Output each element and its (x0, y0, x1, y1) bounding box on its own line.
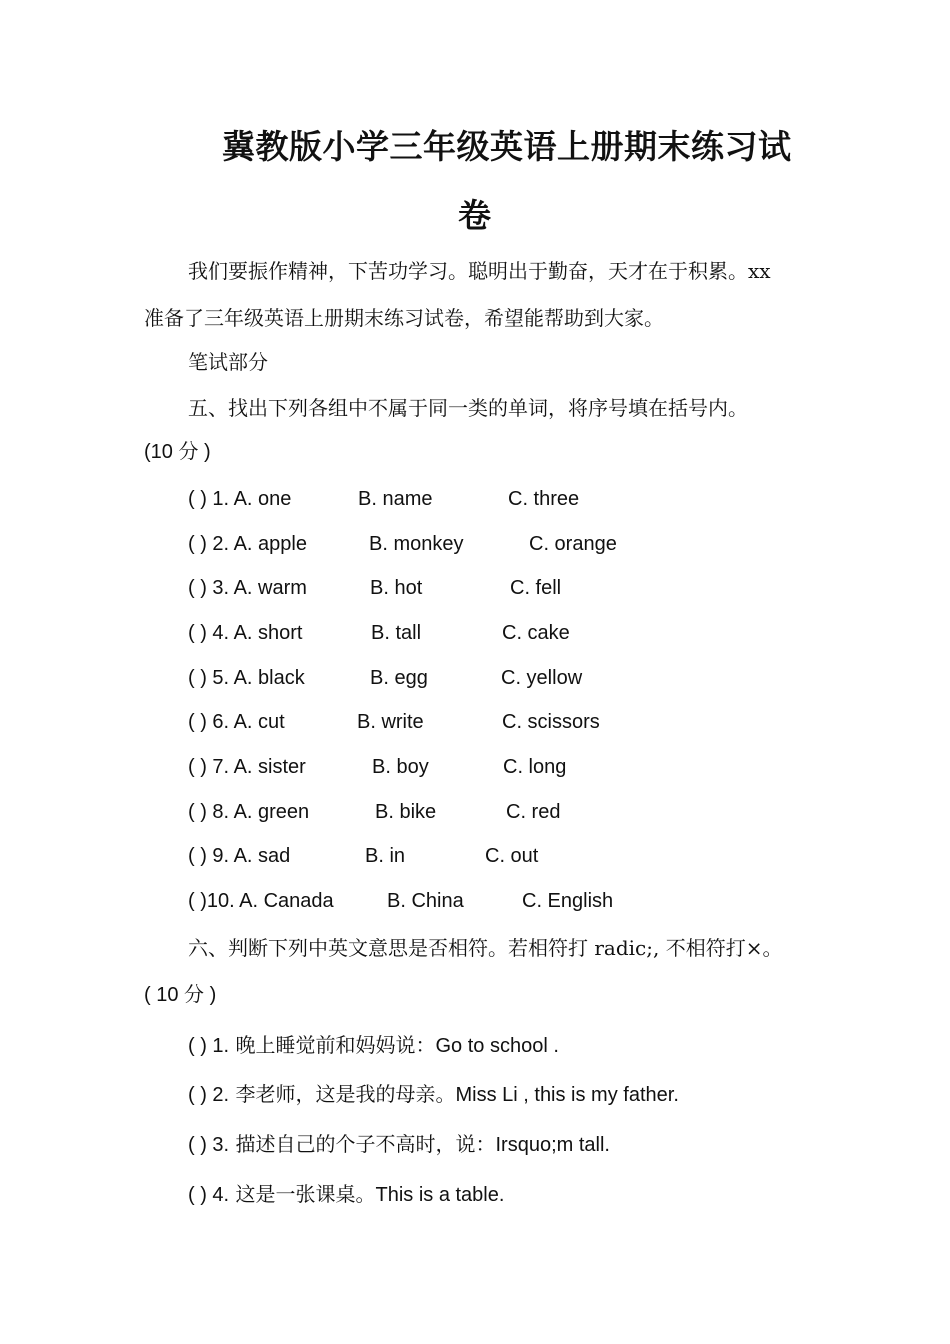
question-2-option-b: B. monkey (369, 533, 464, 555)
question-row-5 (188, 665, 748, 691)
question-10-option-b: B. China (387, 890, 464, 912)
question-row-6 (188, 709, 748, 735)
part6-score: ( 10 分 ) (144, 984, 217, 1006)
question-row-9 (188, 843, 748, 869)
judge-4-chinese: 这是一张课桌。 (229, 1182, 376, 1206)
question-7-option-c: C. long (503, 756, 567, 778)
question-1-option-c: C. three (508, 488, 580, 510)
question-row-8 (188, 799, 748, 825)
judge-2-prefix: ( ) 2. (188, 1084, 230, 1106)
question-1-option-b: B. name (358, 488, 433, 510)
judge-1-prefix: ( ) 1. (188, 1035, 230, 1057)
judge-2-english: Miss Li , this is my father. (455, 1084, 679, 1106)
question-4-option-a: ( ) 4. A. short (188, 622, 303, 644)
part5-score: (10 分 ) (144, 441, 211, 463)
question-5-option-a: ( ) 5. A. black (188, 667, 305, 689)
document-title-line-2: 卷 (458, 196, 492, 235)
question-row-10 (188, 888, 748, 914)
question-row-7 (188, 754, 748, 780)
question-3-option-c: C. fell (510, 577, 562, 599)
judge-row-3 (188, 1131, 610, 1158)
judge-4-english: This is a table. (375, 1184, 505, 1206)
judge-row-4 (188, 1181, 504, 1208)
question-row-4 (188, 620, 748, 646)
section-written-heading: 笔试部分 (188, 350, 268, 374)
question-7-option-a: ( ) 7. A. sister (188, 756, 306, 778)
question-2-option-a: ( ) 2. A. apple (188, 533, 307, 555)
question-4-option-c: C. cake (502, 622, 570, 644)
judge-3-prefix: ( ) 3. (188, 1134, 230, 1156)
question-row-1 (188, 486, 748, 512)
intro-line-1: 我们要振作精神，下苦功学习。聪明出于勤奋，天才在于积累。xx (188, 259, 771, 283)
question-10-option-c: C. English (522, 890, 614, 912)
question-8-option-c: C. red (506, 801, 561, 823)
judge-row-2 (188, 1081, 679, 1108)
part5-heading: 五、找出下列各组中不属于同一类的单词，将序号填在括号内。 (188, 396, 748, 420)
question-10-option-a: ( )10. A. Canada (188, 890, 334, 912)
question-row-3 (188, 575, 748, 601)
question-6-option-b: B. write (357, 711, 424, 733)
judge-3-english: Irsquo;m tall. (495, 1134, 610, 1156)
judge-1-english: Go to school . (435, 1035, 559, 1057)
question-row-2 (188, 531, 748, 557)
judge-2-chinese: 李老师，这是我的母亲。 (229, 1082, 456, 1106)
question-5-option-b: B. egg (370, 667, 428, 689)
document-title-line-1: 冀教版小学三年级英语上册期末练习试 (222, 127, 792, 166)
question-7-option-b: B. boy (372, 756, 429, 778)
part6-heading: 六、判断下列中英文意思是否相符。若相符打 radic;, 不相符打×。 (188, 936, 783, 960)
question-1-option-a: ( ) 1. A. one (188, 488, 292, 510)
judge-1-chinese: 晚上睡觉前和妈妈说： (229, 1033, 436, 1057)
question-9-option-b: B. in (365, 845, 406, 867)
question-9-option-c: C. out (485, 845, 539, 867)
judge-3-chinese: 描述自己的个子不高时，说： (229, 1132, 496, 1156)
question-6-option-a: ( ) 6. A. cut (188, 711, 285, 733)
question-9-option-a: ( ) 9. A. sad (188, 845, 291, 867)
question-3-option-a: ( ) 3. A. warm (188, 577, 307, 599)
question-2-option-c: C. orange (529, 533, 617, 555)
judge-4-prefix: ( ) 4. (188, 1184, 230, 1206)
judge-row-1 (188, 1032, 559, 1059)
question-4-option-b: B. tall (371, 622, 422, 644)
question-8-option-b: B. bike (375, 801, 437, 823)
question-6-option-c: C. scissors (502, 711, 600, 733)
question-3-option-b: B. hot (370, 577, 423, 599)
intro-line-2: 准备了三年级英语上册期末练习试卷，希望能帮助到大家。 (144, 306, 664, 330)
question-8-option-a: ( ) 8. A. green (188, 801, 310, 823)
question-5-option-c: C. yellow (501, 667, 583, 689)
